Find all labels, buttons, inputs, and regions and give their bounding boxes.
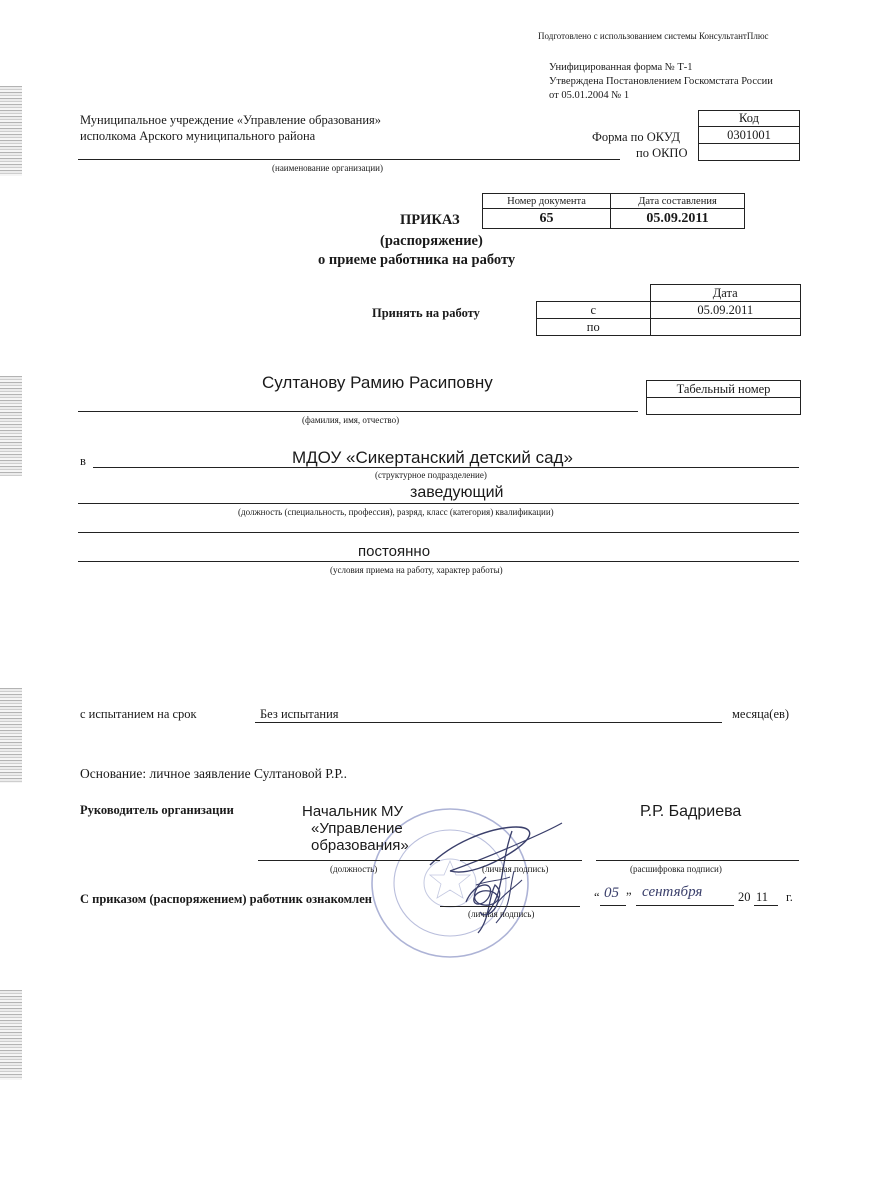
signature-caption: (личная подпись) <box>482 864 549 874</box>
hire-from-date: 05.09.2011 <box>650 302 801 319</box>
scan-edge-artifact <box>0 376 22 476</box>
position-sign-line <box>258 860 440 861</box>
signature-line <box>460 860 582 861</box>
conditions: постоянно <box>358 543 431 560</box>
position-caption: (должность) <box>330 864 378 874</box>
doc-date-header: Дата составления <box>611 194 745 209</box>
doc-number-header: Номер документа <box>483 194 611 209</box>
ack-day-line <box>600 905 626 906</box>
basis-text: Основание: личное заявление Султановой Р.Р.. <box>80 766 347 781</box>
org-caption: (наименование организации) <box>272 163 383 173</box>
form-line: Унифицированная форма № Т-1 <box>549 62 693 73</box>
org-name-line1: Муниципальное учреждение «Управление образования» <box>80 113 382 127</box>
head-position: Начальник МУ «Управление образования» <box>302 803 409 854</box>
unit-caption: (структурное подразделение) <box>375 470 487 480</box>
code-header: Код <box>699 111 800 127</box>
position-underline-2 <box>78 532 799 533</box>
probation-unit: месяца(ев) <box>732 707 790 721</box>
decoding-caption: (расшифровка подписи) <box>630 864 722 874</box>
position-underline <box>78 503 799 504</box>
in-label: в <box>80 454 86 468</box>
form-line: Утверждена Постановлением Госкомстата России <box>549 76 773 87</box>
scan-edge-artifact <box>0 86 22 176</box>
scan-edge-artifact <box>0 688 22 783</box>
doc-number-table <box>482 193 745 229</box>
hire-to-date <box>650 319 801 336</box>
tab-number-header: Табельный номер <box>647 381 801 398</box>
name-caption: (фамилия, имя, отчество) <box>302 415 400 425</box>
conditions-caption: (условия приема на работу, характер работы) <box>330 565 503 575</box>
ack-date-open-quote: “ <box>594 890 600 904</box>
structural-unit: МДОУ «Сикертанский детский сад» <box>292 448 573 467</box>
hire-label: Принять на работу <box>372 306 480 320</box>
doc-number: 65 <box>483 209 611 229</box>
doc-date: 05.09.2011 <box>611 209 745 229</box>
doc-title: ПРИКАЗ <box>400 212 460 228</box>
okpo-value <box>699 144 800 161</box>
okud-label: Форма по ОКУД <box>592 130 680 144</box>
probation-underline <box>255 722 722 723</box>
codes-table <box>698 110 800 161</box>
org-underline <box>78 159 620 160</box>
unit-underline <box>93 467 799 468</box>
head-label: Руководитель организации <box>80 803 234 817</box>
conditions-underline <box>78 561 799 562</box>
ack-day: 05 <box>604 885 619 901</box>
hire-dates-table <box>536 284 801 336</box>
position-caption: (должность (специальность, профессия), разряд, класс (категория) квалификации) <box>238 507 554 517</box>
position: заведующий <box>410 484 504 501</box>
tab-number-table <box>646 380 801 415</box>
hire-date-header: Дата <box>650 285 801 302</box>
ack-month-line <box>636 905 734 906</box>
prepared-note: Подготовлено с использованием системы КонсультантПлюс <box>538 31 769 41</box>
head-name: Р.Р. Бадриева <box>640 803 742 820</box>
employee-name: Султанову Рамию Расиповну <box>262 373 493 392</box>
ack-year-prefix: 20 <box>738 890 751 904</box>
okud-value: 0301001 <box>699 127 800 144</box>
decoding-line <box>596 860 799 861</box>
ack-year-suffix: 11 <box>756 890 769 904</box>
ack-year-line <box>754 905 778 906</box>
form-line: от 05.01.2004 № 1 <box>549 90 630 101</box>
tab-number-value <box>647 398 801 415</box>
employee-signature <box>454 872 544 922</box>
probation-label: с испытанием на срок <box>80 707 197 721</box>
ack-label: С приказом (распоряжением) работник ознакомлен <box>80 892 372 906</box>
doc-subject: о приеме работника на работу <box>318 252 516 268</box>
ack-date-close-quote: ” <box>626 890 632 904</box>
probation-value: Без испытания <box>260 707 339 721</box>
ack-month: сентября <box>642 884 703 900</box>
ack-signature-caption: (личная подпись) <box>468 909 535 919</box>
name-underline <box>78 411 638 412</box>
doc-subtitle: (распоряжение) <box>380 233 483 249</box>
okpo-label: по ОКПО <box>636 146 688 160</box>
hire-to-label: по <box>537 319 651 336</box>
hire-from-label: с <box>537 302 651 319</box>
org-name-line2: исполкома Арского муниципального района <box>80 129 316 143</box>
scan-edge-artifact <box>0 990 22 1080</box>
ack-year-end: г. <box>786 890 793 904</box>
